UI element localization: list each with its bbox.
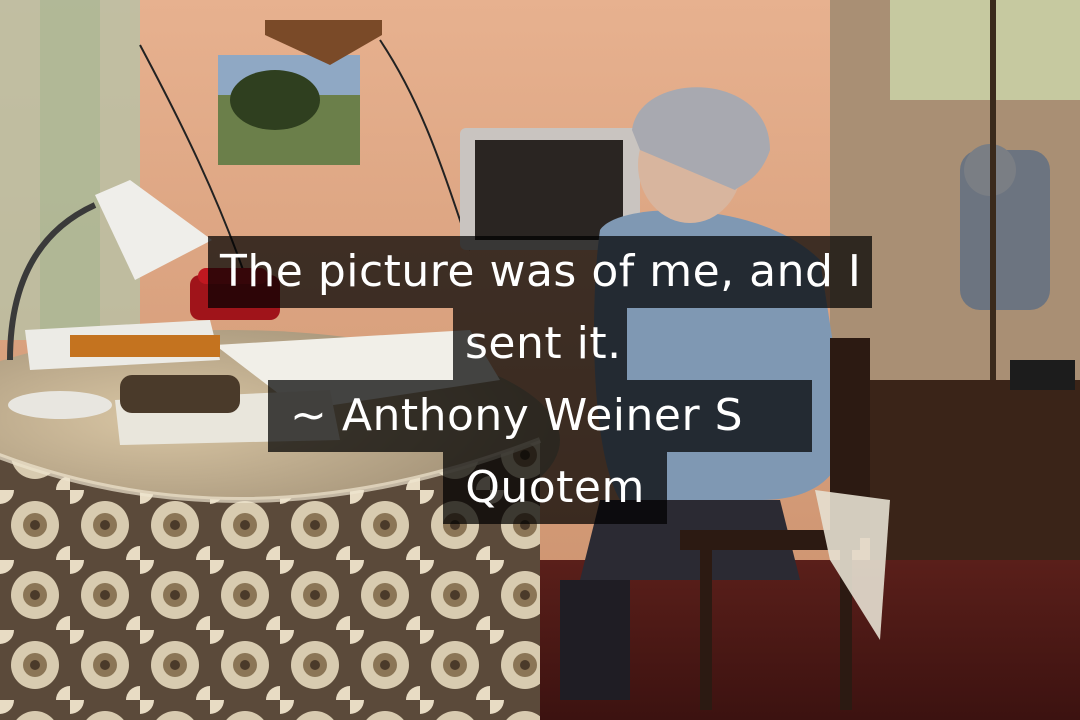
quote-overlay [0, 236, 1080, 524]
quote-site-name: Quotem [443, 452, 667, 524]
quote-attribution: ~ Anthony Weiner S [268, 380, 812, 452]
quote-line-2: sent it. [453, 308, 627, 380]
quote-line-1: The picture was of me, and I [208, 236, 872, 308]
